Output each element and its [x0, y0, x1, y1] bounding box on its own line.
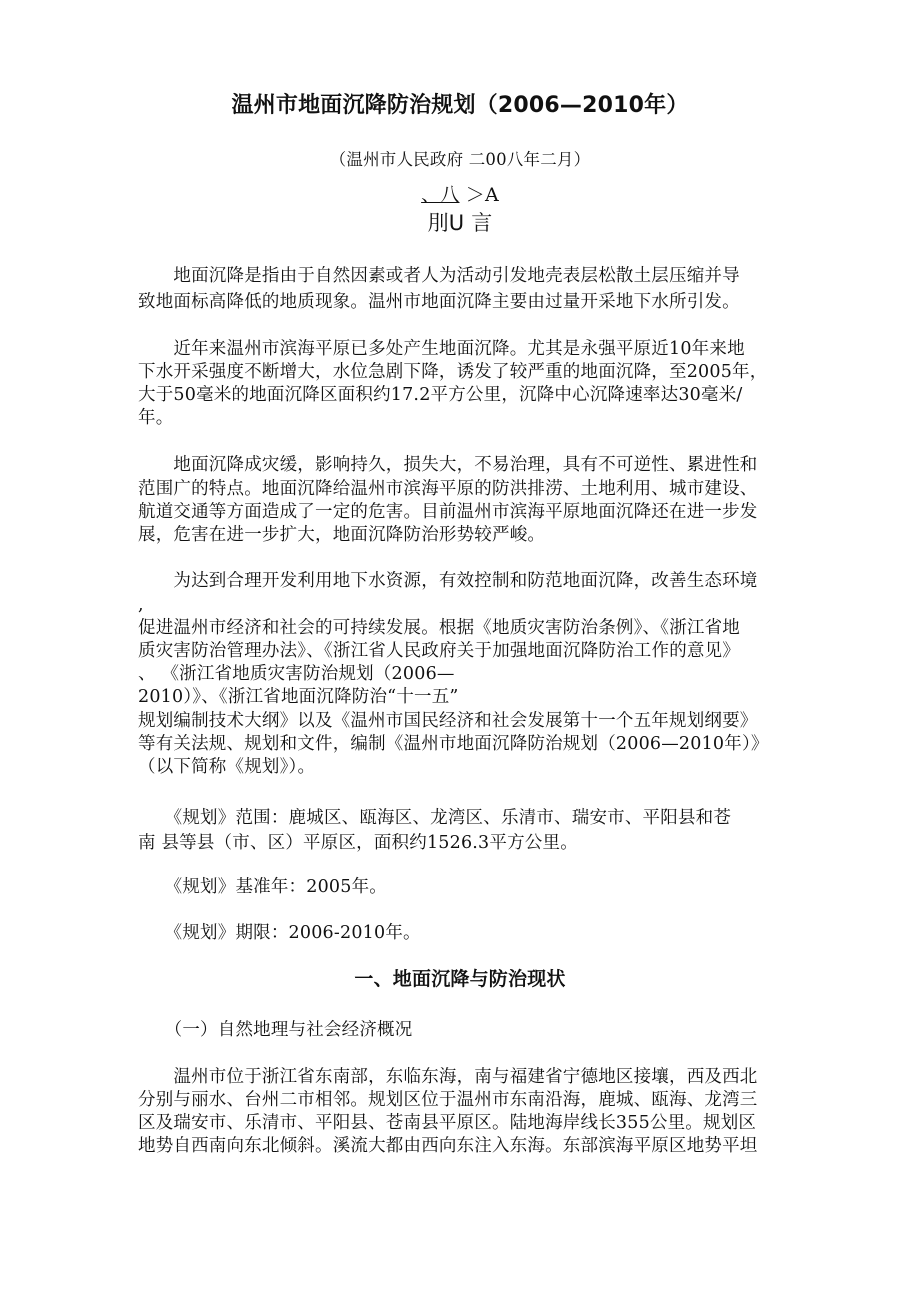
- paragraph-line: 范围广的特点。地面沉降给温州市滨海平原的防洪排涝、土地利用、城市建设、: [138, 479, 758, 499]
- base-year-line: 《规划》基准年：2005年。: [138, 877, 387, 897]
- paragraph-line: 区及瑞安市、乐清市、平阳县、苍南县平原区。陆地海岸线长355公里。规划区: [138, 1113, 757, 1133]
- paragraph-line: 下水开采强度不断增大，水位急剧下降，诱发了较严重的地面沉降，至2005年，: [138, 362, 768, 382]
- garbled-text: ＞A: [459, 184, 499, 206]
- preface-heading: 刖U 言: [427, 211, 493, 235]
- paragraph-line: 航道交通等方面造成了一定的危害。目前温州市滨海平原地面沉降还在进一步发: [138, 502, 758, 522]
- paragraph-line: 为达到合理开发利用地下水资源，有效控制和防范地面沉降，改善生态环境: [138, 571, 758, 591]
- paragraph-line: 《规划》范围：鹿城区、瓯海区、龙湾区、乐清市、瑞安市、平阳县和苍: [138, 808, 732, 828]
- garbled-text: 、八: [421, 184, 460, 206]
- paragraph-line: 质灾害防治管理办法》、《浙江省人民政府关于加强地面沉降防治工作的意见》: [138, 641, 740, 661]
- paragraph-line: 南 县等县（市、区）平原区，面积约1526.3平方公里。: [138, 833, 578, 853]
- paragraph-line: 分别与丽水、台州二市相邻。规划区位于温州市东南沿海，鹿城、瓯海、龙湾三: [138, 1090, 758, 1110]
- paragraph-line: ,: [138, 595, 144, 615]
- section-heading: 一、地面沉降与防治现状: [354, 968, 566, 990]
- paragraph-line: 2010）》、《浙江省地面沉降防治“十一五”: [138, 687, 459, 707]
- paragraph-line: （以下简称《规划》）。: [138, 757, 316, 777]
- paragraph-line: 大于50毫米的地面沉降区面积约17.2平方公里，沉降中心沉降速率达30毫米/: [138, 385, 743, 405]
- paragraph-line: 地面沉降成灾缓，影响持久，损失大，不易治理，具有不可逆性、累进性和: [138, 455, 758, 475]
- paragraph-line: 、 《浙江省地质灾害防治规划（2006—: [138, 664, 455, 684]
- paragraph-line: 等有关法规、规划和文件，编制《温州市地面沉降防治规划（2006—2010年）》: [138, 734, 769, 754]
- garbled-text-line: [0, 184, 920, 206]
- period-line: 《规划》期限：2006-2010年。: [138, 923, 421, 943]
- paragraph-line: 展，危害在进一步扩大，地面沉降防治形势较严峻。: [138, 525, 546, 545]
- document-title: 温州市地面沉降防治规划（2006—2010年）: [231, 93, 689, 118]
- paragraph-line: 近年来温州市滨海平原已多处产生地面沉降。尤其是永强平原近10年来地: [138, 339, 745, 359]
- paragraph-line: 致地面标高降低的地质现象。温州市地面沉降主要由过量开采地下水所引发。: [138, 292, 740, 312]
- paragraph-line: 地势自西南向东北倾斜。溪流大都由西向东注入东海。东部滨海平原区地势平坦: [138, 1136, 758, 1156]
- paragraph-line: 地面沉降是指由于自然因素或者人为活动引发地壳表层松散土层压缩并导: [138, 266, 740, 286]
- document-subtitle: （温州市人民政府 二00八年二月）: [329, 150, 591, 169]
- subsection-heading: （一）自然地理与社会经济概况: [138, 1020, 413, 1040]
- paragraph-line: 规划编制技术大纲》以及《温州市国民经济和社会发展第十一个五年规划纲要》: [138, 711, 758, 731]
- paragraph-line: 温州市位于浙江省东南部，东临东海，南与福建省宁德地区接壤，西及西北: [138, 1067, 758, 1087]
- paragraph-line: 年。: [138, 408, 174, 428]
- paragraph-line: 促进温州市经济和社会的可持续发展。根据《地质灾害防治条例》、《浙江省地: [138, 618, 740, 638]
